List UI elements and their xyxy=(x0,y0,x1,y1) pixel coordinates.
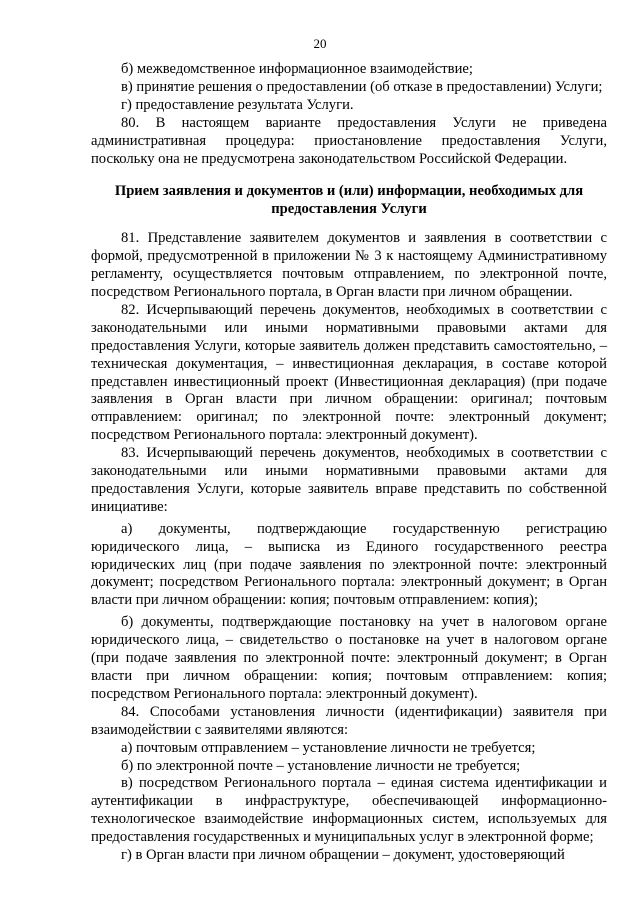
paragraph-84-d: г) в Орган власти при личном обращении – документ, удостоверяющий xyxy=(121,847,565,864)
paragraph-84-a: а) почтовым отправлением – установление личности не требуется; xyxy=(121,739,536,756)
paragraph-80: 80. В настоящем варианте предоставления Услуги не приведена административная процедура: приостановление предоставления Услуги, поскольку она не предусмотрена законодательством Российской Федерации. xyxy=(91,114,607,167)
paragraph-83-a: а) документы, подтверждающие государственную регистрацию юридического лица, – выписка из Единого государственного реестра юридических лиц (при подаче заявления по электронной почте: электронный документ; посредством Регионального портала: электронный документ; в Орган власти при личном обращении: копия; почтовым отправлением: копия); xyxy=(91,520,607,609)
paragraph-84: 84. Способами установления личности (идентификации) заявителя при взаимодействии с заявителями являются: xyxy=(91,703,607,738)
list-item-g: г) предоставление результата Услуги. xyxy=(121,96,354,113)
paragraph-83-b: б) документы, подтверждающие постановку на учет в налоговом органе юридического лица, – свидетельство о постановке на учет в налоговом органе (при подаче заявления по электронной почте: электронный документ; в Орган власти при личном обращении: копия; почтовым отправлением: копия; посредством Регионального портала: электронный документ). xyxy=(91,614,607,702)
paragraph-82: 82. Исчерпывающий перечень документов, необходимых в соответствии с законодательными или иными нормативными правовыми актами для предоставления Услуги, которые заявитель должен представить самостоятельно, – техническая документация, – инвестиционная декларация, в составе которой представлен инвестиционный проект (Инвестиционная декларация) (при подаче заявления в Орган власти при личном обращении: оригинал; почтовым отправлением: оригинал; по электронной почте: электронный документ; посредством Регионального портала: электронный документ). xyxy=(91,301,607,444)
paragraph-83: 83. Исчерпывающий перечень документов, необходимых в соответствии с законодательными или иными нормативными правовыми актами для предоставления Услуги, которые заявитель вправе представить по собственной инициативе: xyxy=(91,445,607,515)
paragraph-84-c: в) посредством Регионального портала – единая система идентификации и аутентификации в инфраструктуре, обеспечивающей информационно-технологическое взаимодействие информационных систем, используемых для предоставления государственных и муниципальных услуг в электронной форме; xyxy=(91,775,607,846)
paragraph-81: 81. Представление заявителем документов и заявления в соответствии с формой, предусмотренной в приложении № 3 к настоящему Административному регламенту, осуществляется почтовым отправлением, по электронной почте, посредством Регионального портала, в Орган власти при личном обращении. xyxy=(91,230,607,300)
list-item-v: в) принятие решения о предоставлении (об отказе в предоставлении) Услуги; xyxy=(121,78,603,95)
section-heading: Прием заявления и документов и (или) информации, необходимых для предоставления Услуги xyxy=(114,183,584,218)
paragraph-84-b: б) по электронной почте – установление личности не требуется; xyxy=(121,757,521,774)
list-item-b: б) межведомственное информационное взаимодействие; xyxy=(121,61,473,77)
page-number: 20 xyxy=(313,36,327,51)
document-body xyxy=(91,61,607,865)
